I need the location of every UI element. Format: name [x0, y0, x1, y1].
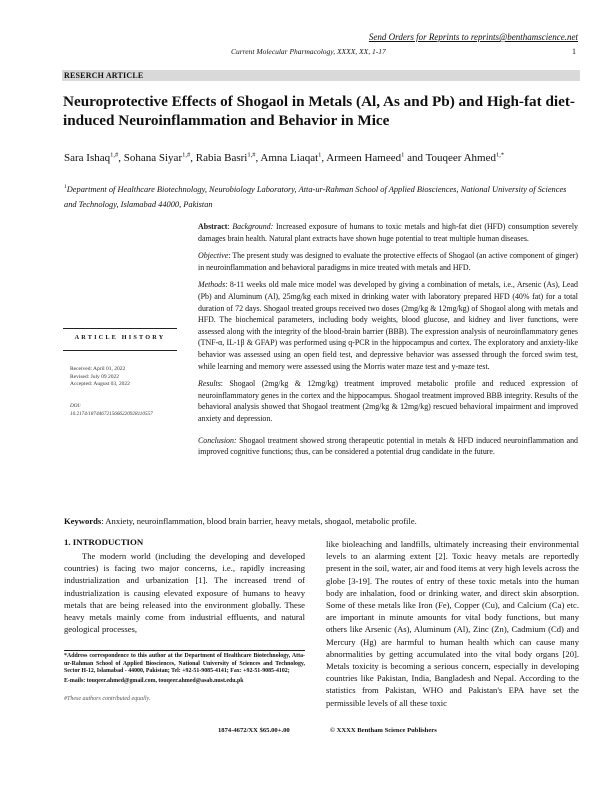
doi-link[interactable]: 10.2174/1874467215666220928110557 [70, 410, 153, 417]
affiliation: $^1$Department of Healthcare Biotechnology, Neurobiology Laboratory, Atta-ur-Rahman School of Applied Biosciences, National University of Sciences and Technology, Islamabad 44000, Pakistan [64, 184, 567, 209]
correspondence-footnote: *Address correspondence to this author at the Department of Healthcare Biotechnology, Atta-ur-Rahman School of Applied Biosciences, National University of Sciences and Technology, Sector H-12, Islamabad - 44000, Pakistan; Tel: +92-51-9085-4141; Fax: +92-51-9085-4102; E-mails: touqeer.ahmed@gmail.com, touqeer.ahmed@asab.nust.edu.pk [64, 653, 305, 684]
abstract-conclusion: Conclusion: Shogaol treatment showed strong therapeutic potential in metals & HFD induced neuroinflammation and improved cognitive functions; thus, can be considered a potential drug candidate in the future. [198, 435, 578, 457]
abstract-background: Abstract: Background: Increased exposure of humans to toxic metals and high-fat diet (HFD) consumption severely damages brain health. Natural plant extracts have shown huge potential to treat multiple human diseases. [198, 222, 578, 243]
intro-right-column: like bioleaching and landfills, ultimately increasing their environmental levels to an alarming extent [2]. Toxic heavy metals are reportedly present in the soil, water, air and food items at very high levels across the globe [3-19]. The routes of entry of these toxic metals into the human body are inhalation, food or drinking water, and direct skin absorption. Some of these metals like Iron (Fe), Copper (Cu), and Calcium (Ca) etc. are important in minute amounts for vital body functions, but many others like Arsenic (As), Aluminum (Al), Zinc (Zn), Cadmium (Cd) and Mercury (Hg) are harmful to human health which can cause many abnormalities by getting accumulated into the vital body organs [20]. Metals toxicity is becoming a serious concern, especially in developing countries like Pakistan, India, Bangladesh and Nepal. According to the statistics from Pakistan, WHO and Pakistan's EPA have set the permissible levels of all these toxic [326, 539, 579, 708]
copyright: © XXXX Bentham Science Publishers [330, 727, 437, 734]
history-rule-bottom [63, 350, 177, 351]
article-history-label: ARTICLE HISTORY [74, 334, 166, 341]
received-date: Received: April 01, 2022 [70, 366, 126, 372]
footnote-rule [64, 650, 305, 651]
author: Amna Liaqat$^1$, [260, 151, 327, 164]
reprint-notice: Send Orders for Reprints to reprints@benthamscience.net [368, 32, 578, 42]
author-list [64, 151, 504, 164]
abstract-objective: Objective: The present study was designed to evaluate the protective effects of Shogaol (an active component of ginger) in neuroinflammation and behavioral paradigms in mice treated with metals and HFD. [198, 251, 578, 272]
author: Armeen Hameed$^1$ and [326, 151, 426, 164]
abstract-results: Results: Shogaol (2mg/kg & 12mg/kg) treatment improved metabolic profile and reduced expression of neuroinflammatory genes in the cortex and the hippocampus. Shogaol treatment improved BBB integrity. Results of the behavioral analysis showed that Shogaol treatment (2mg/kg & 12mg/kg) rescued behavioral impairment and improved anxiety and depression. [198, 379, 578, 423]
intro-left-column: The modern world (including the developing and developed countries) is facing two major concerns, i.e., rapidly increasing industrialization and urbanization [1]. The increased trend of industrialization is causing elevated exposure of humans to heavy metals that are being released into the environment globally. These heavy metals mainly come from industrial effluents, and natural geological processes, [64, 551, 305, 635]
article-history-dates [70, 366, 130, 389]
paper-title: Neuroprotective Effects of Shogaol in Metals (Al, As and Pb) and High-fat diet-induced Neuroinflammation and Behavior in Mice [63, 93, 575, 129]
abstract-methods: Methods: 8-11 weeks old male mice model was developed by giving a combination of metals, i.e., Arsenic (As), Lead (Pb) and Aluminum (Al), 25mg/kg each mixed in drinking water with laboratory prepared HFD (40% fat) for a total duration of 72 days. Shogaol treated groups received two doses (2mg/kg & 12mg/kg) of Shogaol along with metals and HFD. The biochemical parameters, including body weights, blood glucose, and kidney and liver functions, were assessed along with the integrity of the blood-brain barrier (BBB). The expression analysis of neuroinflammatory genes (TNF-α, IL-1β & GFAP) was performed using q-PCR in the hippocampus and cortex. The exploratory and anxiety-like behavior was assessed using an open field test, and depressive behavior was assessed through the forced swim test, while learning and memory were assessed using the Morris water maze test and y-maze test. [198, 280, 578, 371]
doi: DOI: 10.2174/1874467215666220928110557 [70, 403, 153, 417]
accepted-date: Accepted: August 03, 2022 [70, 381, 130, 387]
abstract [198, 221, 578, 464]
history-rule-top [63, 328, 177, 329]
author: Sara Ishaq$^{1,\#}$, [64, 151, 124, 164]
page-number: 1 [572, 47, 576, 56]
equal-contribution-note: #These authors contributed equally. [64, 696, 151, 702]
journal-citation: Current Molecular Pharmacology, XXXX, XX, 1-17 [231, 47, 386, 56]
article-type-bar: RESERCH ARTICLE [62, 70, 580, 81]
section-heading-introduction: 1. INTRODUCTION [64, 537, 144, 547]
author: Sohana Siyar$^{1,\#}$, [123, 151, 196, 164]
author: Touqeer Ahmed$^{1,*}$ [425, 151, 505, 164]
keywords: Keywords: Anxiety, neuroinflammation, blood brain barrier, heavy metals, shogaol, metabolic profile. [64, 516, 417, 526]
revised-date: Revised: July 09 2022 [70, 373, 120, 380]
email-line[interactable]: E-mails: touqeer.ahmed@gmail.com, touqeer.ahmed@asab.nust.edu.pk [64, 677, 244, 684]
issn-price: 1874-4672/XX $65.00+.00 [218, 727, 290, 734]
author: Rabia Basri$^{1,\#}$, [195, 151, 261, 164]
